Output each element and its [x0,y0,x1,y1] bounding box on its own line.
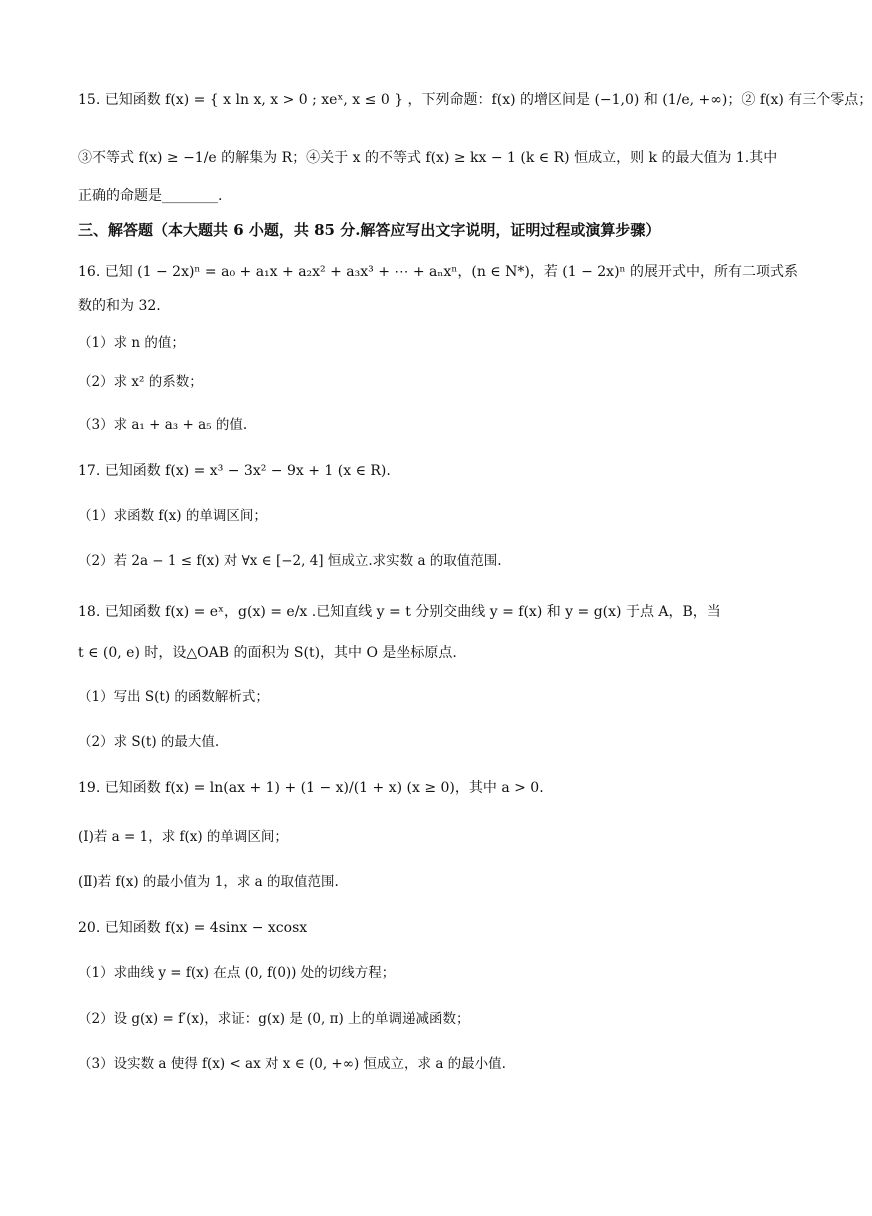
q17-part-1: （1）求函数 f(x) 的单调区间； [78,508,267,524]
q17-line-1: 17. 已知函数 f(x) = x³ − 3x² − 9x + 1 (x ∈ R). [78,463,391,479]
q20-part-1: （1）求曲线 y = f(x) 在点 (0, f(0)) 处的切线方程； [78,965,396,981]
q18-line-2: t ∈ (0, e) 时，设△OAB 的面积为 S(t)，其中 O 是坐标原点. [78,645,457,661]
q15-line-3: 正确的命题是________. [78,188,223,204]
q15-line-1: 15. 已知函数 f(x) = { x ln x, x > 0 ; xeˣ, x ≤ 0 } ，下列命题：f(x) 的增区间是 (−1,0) 和 (1/e, +∞)；② f(x) 有三个零点； [78,92,872,108]
q20-part-2: （2）设 g(x) = f′(x)，求证：g(x) 是 (0, π) 上的单调递减函数； [78,1011,470,1027]
q17-part-2: （2）若 2a − 1 ≤ f(x) 对 ∀x ∈ [−2, 4] 恒成立.求实数 a 的取值范围. [78,553,502,569]
q20-part-3: （3）设实数 a 使得 f(x) < ax 对 x ∈ (0, +∞) 恒成立，求 a 的最小值. [78,1056,506,1072]
q16-part-2: （2）求 x² 的系数； [78,374,203,390]
q20-line-1: 20. 已知函数 f(x) = 4sinx − xcosx [78,920,308,936]
q16-part-1: （1）求 n 的值； [78,335,185,351]
q18-part-1: （1）写出 S(t) 的函数解析式； [78,689,269,705]
q16-line-1: 16. 已知 (1 − 2x)ⁿ = a₀ + a₁x + a₂x² + a₃x³ + ⋯ + aₙxⁿ，(n ∈ N*)，若 (1 − 2x)ⁿ 的展开式中，所有二项式系 [78,264,799,280]
q15-line-2: ③不等式 f(x) ≥ −1/e 的解集为 R；④关于 x 的不等式 f(x) ≥ kx − 1 (k ∈ R) 恒成立，则 k 的最大值为 1.其中 [78,150,778,166]
q16-line-2: 数的和为 32. [78,298,161,314]
q19-part-2: (Ⅱ)若 f(x) 的最小值为 1，求 a 的取值范围. [78,874,339,890]
q19-part-1: (Ⅰ)若 a = 1，求 f(x) 的单调区间； [78,829,288,845]
q18-part-2: （2）求 S(t) 的最大值. [78,734,220,750]
q18-line-1: 18. 已知函数 f(x) = eˣ，g(x) = e/x .已知直线 y = t 分别交曲线 y = f(x) 和 y = g(x) 于点 A，B，当 [78,604,721,620]
q16-part-3: （3）求 a₁ + a₃ + a₅ 的值. [78,417,248,433]
section-heading: 三、解答题（本大题共 6 小题，共 85 分.解答应写出文字说明，证明过程或演算步骤） [78,221,661,239]
q19-line-1: 19. 已知函数 f(x) = ln(ax + 1) + (1 − x)/(1 + x) (x ≥ 0)，其中 a > 0. [78,780,544,796]
